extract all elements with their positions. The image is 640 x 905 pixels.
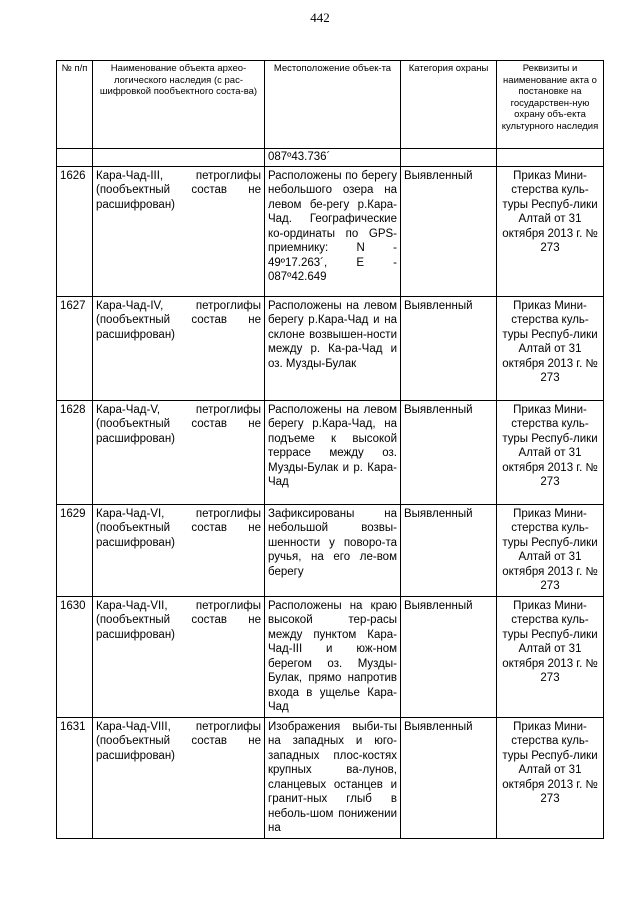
header-no: № п/п (57, 61, 93, 149)
row-number: 1630 (57, 596, 93, 717)
protection-act: Приказ Мини-стерства куль-туры Респуб-лики Алтай от 31 октября 2013 г. № 273 (497, 596, 604, 717)
continuation-act (497, 149, 604, 167)
row-number: 1626 (57, 166, 93, 296)
row-number: 1627 (57, 296, 93, 400)
table-row (57, 717, 604, 838)
object-name: Кара-Чад-VI, петроглифы (пообъектный состав не расшифрован) (93, 504, 265, 596)
object-name: Кара-Чад-V, петроглифы (пообъектный состав не расшифрован) (93, 400, 265, 504)
object-name: Кара-Чад-IV, петроглифы (пообъектный состав не расшифрован) (93, 296, 265, 400)
protection-act: Приказ Мини-стерства куль-туры Респуб-лики Алтай от 31 октября 2013 г. № 273 (497, 400, 604, 504)
object-location: Расположены на левом берегу р.Кара-Чад, на подъеме к высокой террасе между оз. Музды-Булак и р. Кара-Чад (265, 400, 401, 504)
object-location: Изображения выби-ты на западных и юго-западных плос-костях крупных ва-лунов, сланцевых останцев и гранит-ных глыб в неболь-шом понижении на (265, 717, 401, 838)
row-number: 1631 (57, 717, 93, 838)
protection-act: Приказ Мини-стерства куль-туры Респуб-лики Алтай от 31 октября 2013 г. № 273 (497, 166, 604, 296)
object-name: Кара-Чад-III, петроглифы (пообъектный состав не расшифрован) (93, 166, 265, 296)
object-location: Расположены на левом берегу р.Кара-Чад и на склоне возвышен-ности между р. Ка-ра-Чад и оз. Музды-Булак (265, 296, 401, 400)
object-location: Зафиксированы на небольшой возвы-шенности у поворо-та ручья, на его ле-вом берегу (265, 504, 401, 596)
protection-act: Приказ Мини-стерства куль-туры Респуб-лики Алтай от 31 октября 2013 г. № 273 (497, 504, 604, 596)
table-row (57, 166, 604, 296)
protection-category: Выявленный (401, 717, 497, 838)
protection-category: Выявленный (401, 166, 497, 296)
continuation-row (57, 149, 604, 167)
protection-category: Выявленный (401, 400, 497, 504)
object-name: Кара-Чад-VIII, петроглифы (пообъектный состав не расшифрован) (93, 717, 265, 838)
protection-act: Приказ Мини-стерства куль-туры Респуб-лики Алтай от 31 октября 2013 г. № 273 (497, 717, 604, 838)
page-number: 442 (310, 10, 330, 25)
continuation-no (57, 149, 93, 167)
table-row (57, 400, 604, 504)
protection-category: Выявленный (401, 504, 497, 596)
continuation-category (401, 149, 497, 167)
object-location: Расположены на краю высокой тер-расы между пунктом Кара-Чад-III и юж-ном берегом оз. Музды-Булак, прямо напротив входа в ущелье Кара-Чад (265, 596, 401, 717)
row-number: 1628 (57, 400, 93, 504)
table-body (57, 149, 604, 839)
object-name: Кара-Чад-VII, петроглифы (пообъектный состав не расшифрован) (93, 596, 265, 717)
header-act: Реквизиты и наименование акта о постановке на государствен-ную охрану объ-екта культурного наследия (497, 61, 604, 149)
continuation-location: 087º43.736´ (265, 149, 401, 167)
protection-category: Выявленный (401, 596, 497, 717)
table-row (57, 296, 604, 400)
header-name: Наименование объекта архео-логического наследия (с рас-шифровкой пообъектного соста-ва) (93, 61, 265, 149)
table-header (57, 61, 604, 149)
table-row (57, 504, 604, 596)
continuation-name (93, 149, 265, 167)
protection-category: Выявленный (401, 296, 497, 400)
header-category: Категория охраны (401, 61, 497, 149)
heritage-registry-table (56, 60, 604, 839)
row-number: 1629 (57, 504, 93, 596)
table-row (57, 596, 604, 717)
header-location: Местоположение объек-та (265, 61, 401, 149)
protection-act: Приказ Мини-стерства куль-туры Респуб-лики Алтай от 31 октября 2013 г. № 273 (497, 296, 604, 400)
object-location: Расположены по берегу небольшого озера на левом бе-регу р.Кара-Чад. Географические ко-ординаты по GPS-приемнику: N - 49º17.263´, E - 087º42.649 (265, 166, 401, 296)
